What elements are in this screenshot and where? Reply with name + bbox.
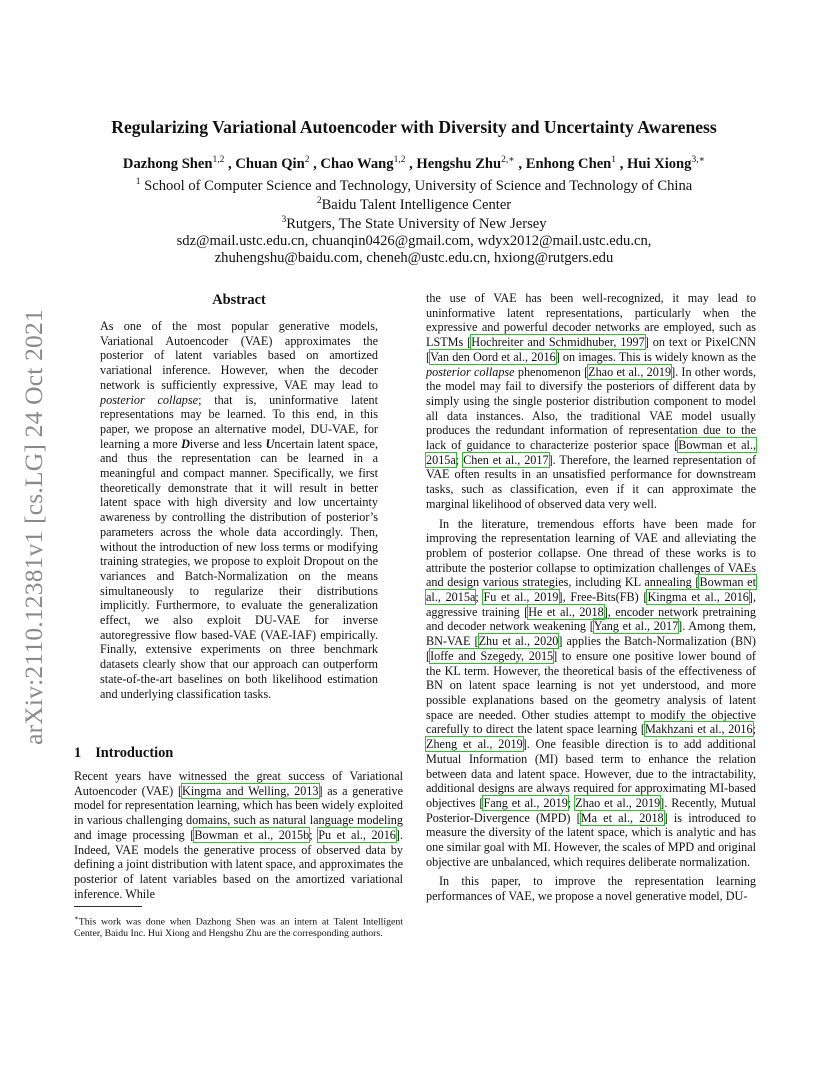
citation-link[interactable]: Van den Oord et al., 2016 [430, 349, 556, 364]
affiliation: $^2$Baidu Talent Intelligence Center [316, 196, 512, 213]
citation-link[interactable]: Kingma and Welling, 2013 [182, 783, 319, 798]
abstract-paragraph: As one of the most popular generative models, Variational Autoencoder (VAE) approximates the posterior of latent variables based on amortized variational inference. However, when the decoder network is sufficiently expressive, VAE may lead to posterior collapse; that is, uninformative latent representations may be learned. To this end, in this paper, we propose an alternative model, DU-VAE, for learning a more Diverse and less Uncertain latent space, and thus the representation can be learned in a meaningful and compact manner. Specifically, we first theoretically demonstrate that it will result in better latent space with high diversity and low uncertainty awareness by controlling the distribution of posterior’s parameters across the whole data accordingly. Then, without the introduction of new loss terms or modifying training strategies, we propose to exploit Dropout on the variances and Batch-Normalization on the means simultaneously to regularize their distributions implicitly. Furthermore, to evaluate the generalization effect, we also exploit DU-VAE for inverse autoregressive flow based-VAE (VAE-IAF) empirically. Finally, extensive experiments on three benchmark datasets clearly show that our approach can outperform state-of-the-art baselines on both likelihood estimation and underlying classification tasks. [100, 319, 379, 701]
citation-link[interactable]: Zhao et al., 2019 [588, 364, 672, 379]
arxiv-sidebar-stamp [14, 292, 54, 762]
citation-link[interactable]: Bowman et al., 2015a [426, 438, 756, 467]
citation-link[interactable]: Zheng et al., 2019 [426, 737, 523, 752]
author: Chuan Qin [235, 155, 305, 172]
author-emails: sdz@mail.ustc.edu.cn, chuanqin0426@gmail.com, wdyx2012@mail.ustc.edu.cn, zhuhengshu@baidu.com, cheneh@ustc.edu.cn, hxiong@rutgers.edu [176, 233, 652, 266]
author: Hengshu Zhu [416, 155, 502, 172]
citation-link[interactable]: Pu et al., 2016 [318, 827, 396, 842]
abstract-body [100, 319, 378, 701]
citation-link[interactable]: Kingma et al., 2016 [647, 590, 749, 605]
intro-paragraph: In the literature, tremendous efforts have been made for improving the representation learning of VAE and alleviating the problem of posterior collapse. One thread of these works is to attribute the posterior collapse to optimization challenges of VAEs and design various strategies, including KL annealing [Bowman et al., 2015a; Fu et al., 2019], Free-Bits(FB) [Kingma et al., 2016], aggressive training [He et al., 2018], encoder network pretraining and decoder network weakening [Yang et al., 2017]. Among them, BN-VAE [Zhu et al., 2020] applies the Batch-Normalization (BN) [Ioffe and Szegedy, 2015] to ensure one positive lower bound of the KL term. However, the theoretical basis of the effectiveness of BN on latent space learning is not yet understood, and more possible explanations based on the geometry analysis of latent space are needed. Other studies attempt to modify the objective carefully to direct the latent space learning [Makhzani et al., 2016; Zheng et al., 2019]. One feasible direction is to add additional Mutual Information (MI) based term to enhance the relation between data and latent space. However, due to the intractability, additional designs are always required for approximating MI-based objectives [Fang et al., 2019; Zhao et al., 2019]. Recently, Mutual Posterior-Divergence (MPD) [Ma et al., 2018] is introduced to measure the diversity of the latent space, which is analytic and has one similar goal with MI. However, the scales of MPD and original objective are unbalanced, which requires deliberate normalization. [426, 516, 757, 869]
section-heading: 1 Introduction [74, 745, 174, 761]
footnote-rule [74, 906, 142, 907]
citation-link[interactable]: Yang et al., 2017 [593, 619, 679, 634]
author: Chao Wang [320, 155, 394, 172]
intro-paragraph: Recent years have witnessed the great success of Variational Autoencoder (VAE) [Kingma and Welling, 2013] as a generative model for representation learning, which has been widely exploited in various challenging domains, such as natural language modeling and image processing [Bowman et al., 2015b; Pu et al., 2016]. Indeed, VAE models the generative process of observed data by defining a joint distribution with latent space, and approximates the posterior of latent variables based on the amortized variational inference. While [74, 769, 404, 901]
citation-link[interactable]: Hochreiter and Schmidhuber, 1997 [471, 335, 645, 350]
affiliation: $^3$Rutgers, The State University of New Jersey [281, 215, 547, 232]
author: Hui Xiong [627, 155, 692, 172]
intro-paragraph: the use of VAE has been well-recognized, it may lead to uninformative latent representations, particularly when the expressive and powerful decoder networks are employed, such as LSTMs [Hochreiter and Schmidhuber, 1997] on text or PixelCNN [Van den Oord et al., 2016] on images. This is widely known as the posterior collapse phenomenon [Zhao et al., 2019]. In other words, the model may fail to diversify the posteriors of different data by simply using the single posterior distribution component to model all data instances. Also, the traditional VAE model usually produces the redundant information of representation due to the lack of guidance to characterize posterior space [Bowman et al., 2015a; Chen et al., 2017]. Therefore, the learned representation of VAE often results in an unsatisfied performance for downstream tasks, such as classification, even if it can approximate the marginal likelihood of observed data very well. [426, 291, 757, 511]
paper-title: Regularizing Variational Autoencoder with Diversity and Uncertainty Awareness [111, 117, 717, 137]
author: Enhong Chen [525, 155, 612, 172]
footnote: ∗This work was done when Dazhong Shen was an intern at Talent Intelligent Center, Baidu Inc. Hui Xiong and Hengshu Zhu are the corresponding authors. [74, 914, 403, 940]
intro-paragraph: In this paper, to improve the representation learning performances of VAE, we propose a novel generative model, DU- [426, 874, 756, 904]
citation-link[interactable]: Makhzani et al., 2016 [644, 722, 753, 737]
affiliation: $^1$ School of Computer Science and Technology, University of Science and Technology of China [135, 177, 693, 194]
citation-link[interactable]: Fang et al., 2019 [483, 795, 568, 810]
citation-link[interactable]: He et al., 2018 [528, 604, 604, 619]
abstract-heading: Abstract [212, 292, 266, 308]
author: Dazhong Shen [122, 155, 213, 172]
author-list: Dazhong Shen$^{1,2}$ , Chuan Qin$^2$ , Chao Wang$^{1,2}$ , Hengshu Zhu$^{2,∗}$ , Enhong Chen$^1$ , Hui Xiong$^{3,∗}$ [122, 155, 706, 172]
citation-link[interactable]: Ma et al., 2018 [580, 810, 664, 825]
citation-link[interactable]: Zhao et al., 2019 [575, 795, 661, 810]
intro-body-right [426, 291, 756, 904]
citation-link[interactable]: Fu et al., 2019 [483, 590, 559, 605]
intro-body-left [74, 769, 403, 901]
citation-link[interactable]: Bowman et al., 2015b [194, 827, 310, 842]
citation-link[interactable]: Zhu et al., 2020 [478, 634, 559, 649]
citation-link[interactable]: Chen et al., 2017 [463, 452, 549, 467]
citation-link[interactable]: Bowman et al., 2015a [426, 575, 756, 605]
citation-link[interactable]: Ioffe and Szegedy, 2015 [430, 648, 554, 663]
arxiv-id: arXiv:2110.12381v1 [cs.LG] 24 Oct 2021 [19, 309, 48, 745]
